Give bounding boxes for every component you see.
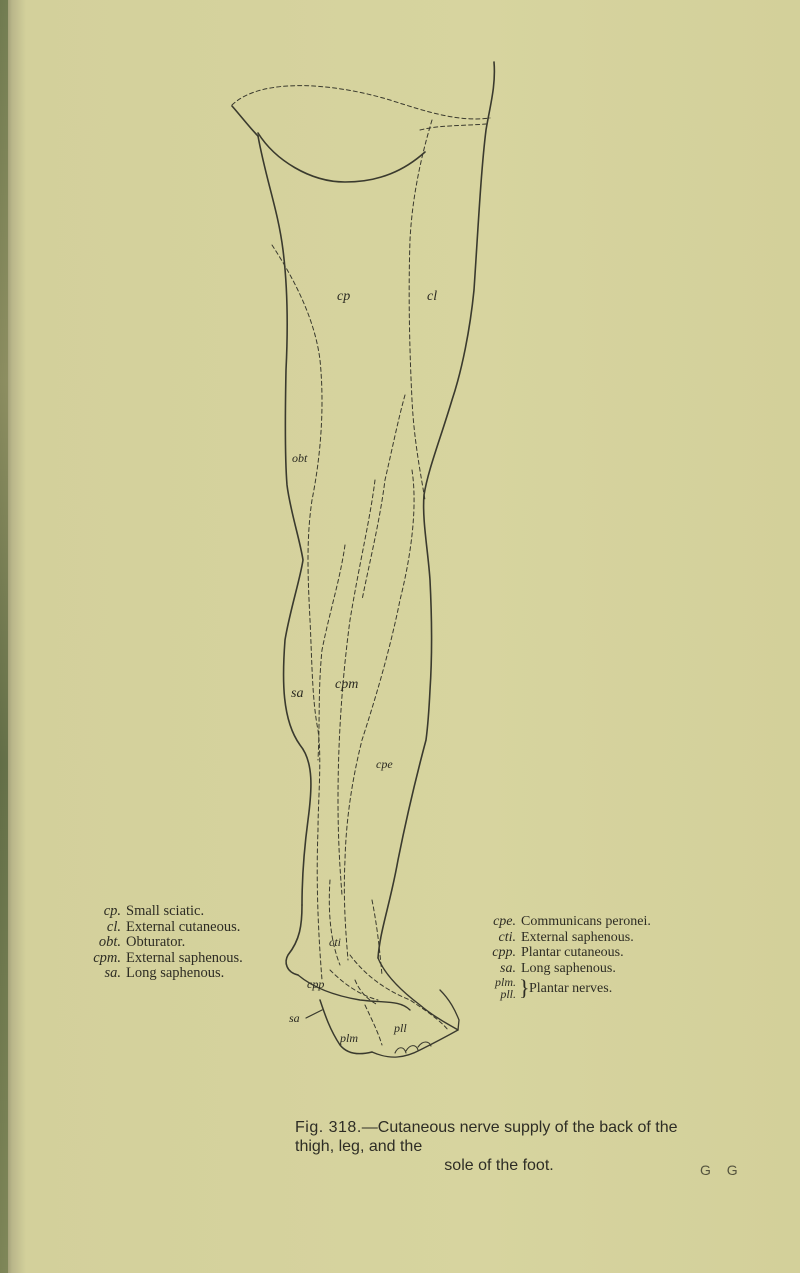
label-cpe: cpe [376, 757, 393, 771]
legend-right-row [478, 930, 651, 946]
legend-text: Plantar nerves. [529, 981, 613, 997]
thigh-outer-contour [378, 62, 494, 958]
label-sa-lower: sa [289, 1011, 300, 1025]
figure-caption [295, 1118, 715, 1175]
legend-left-row [85, 966, 243, 982]
legend-text: Obturator. [126, 934, 186, 951]
legend-abbr: cp. [103, 903, 121, 919]
legend-abbr: sa. [104, 965, 121, 982]
caption-line-1: —Cutaneous nerve supply of the back of the thigh, leg, and the [295, 1119, 678, 1155]
label-cl: cl [427, 289, 438, 304]
boundary-cti [329, 880, 340, 965]
legend-left-row [85, 935, 243, 951]
legend-abbr: cl. [106, 918, 121, 935]
foot-outer-contour [378, 958, 458, 1030]
legend-abbr: sa. [500, 960, 516, 976]
legend-abbr: cti. [498, 929, 516, 945]
legend-abbr: obt. [98, 934, 121, 951]
label-cp: cp [337, 289, 351, 304]
boundary-cpm-left [318, 545, 345, 760]
legend-abbr: cpm. [93, 949, 121, 966]
signature-mark: G G [700, 1162, 744, 1178]
thigh-inner-contour [258, 136, 311, 905]
ankle-contour-left [286, 905, 302, 975]
legend-right-row [478, 945, 651, 961]
boundary-cpe [344, 470, 414, 960]
boundary-plm-pll [365, 1005, 382, 1045]
boundary-sole-2 [350, 955, 448, 1030]
boundary-cp-cl [409, 120, 432, 500]
label-cpm: cpm [335, 677, 359, 692]
legend-right-row [478, 961, 651, 977]
legend-abbr-top: plm. [495, 975, 516, 990]
legend-left-row [85, 951, 243, 967]
legend-left-row [85, 904, 243, 920]
label-sa-upper: sa [291, 686, 304, 701]
legend-right-grouped-row [478, 976, 651, 1006]
legend-text: Plantar cutaneous. [521, 945, 624, 961]
gluteal-fold [258, 133, 425, 182]
legend-left-row [85, 920, 243, 936]
legend-text: Communicans peronei. [521, 914, 651, 929]
legend-text: Small sciatic. [126, 903, 205, 919]
legend-abbr: cpe. [493, 914, 516, 929]
legend-text: External cutaneous. [126, 918, 241, 935]
hip-left-contour [232, 106, 258, 136]
sa-pointer-line [306, 1010, 322, 1018]
label-cti: cti [329, 935, 341, 949]
label-cpp: cpp [307, 977, 325, 991]
heel-contour [320, 1000, 372, 1054]
legend-abbr: cpp. [492, 945, 516, 961]
brace-icon: } [519, 975, 530, 1001]
legend-text: Long saphenous. [126, 965, 225, 982]
boundary-cp-obt [272, 245, 322, 980]
boundary-cp-right [362, 395, 405, 600]
legend-text: Long saphenous. [521, 960, 616, 976]
legend-abbr-stack [478, 976, 516, 1000]
legend-text: External saphenous. [521, 929, 634, 945]
figure-number: Fig. 318. [295, 1119, 362, 1136]
legend-right-row [478, 914, 651, 930]
label-plm: plm [340, 1031, 358, 1045]
legend-abbr-bottom: pll. [500, 987, 516, 1002]
legend-text: External saphenous. [126, 949, 243, 966]
legend-left [85, 904, 243, 982]
label-pll: pll [394, 1021, 407, 1035]
buttock-contour-dashed [232, 86, 490, 119]
caption-line-2: sole of the foot. [444, 1157, 554, 1174]
label-obt: obt [292, 451, 308, 465]
legend-right [478, 914, 651, 1006]
